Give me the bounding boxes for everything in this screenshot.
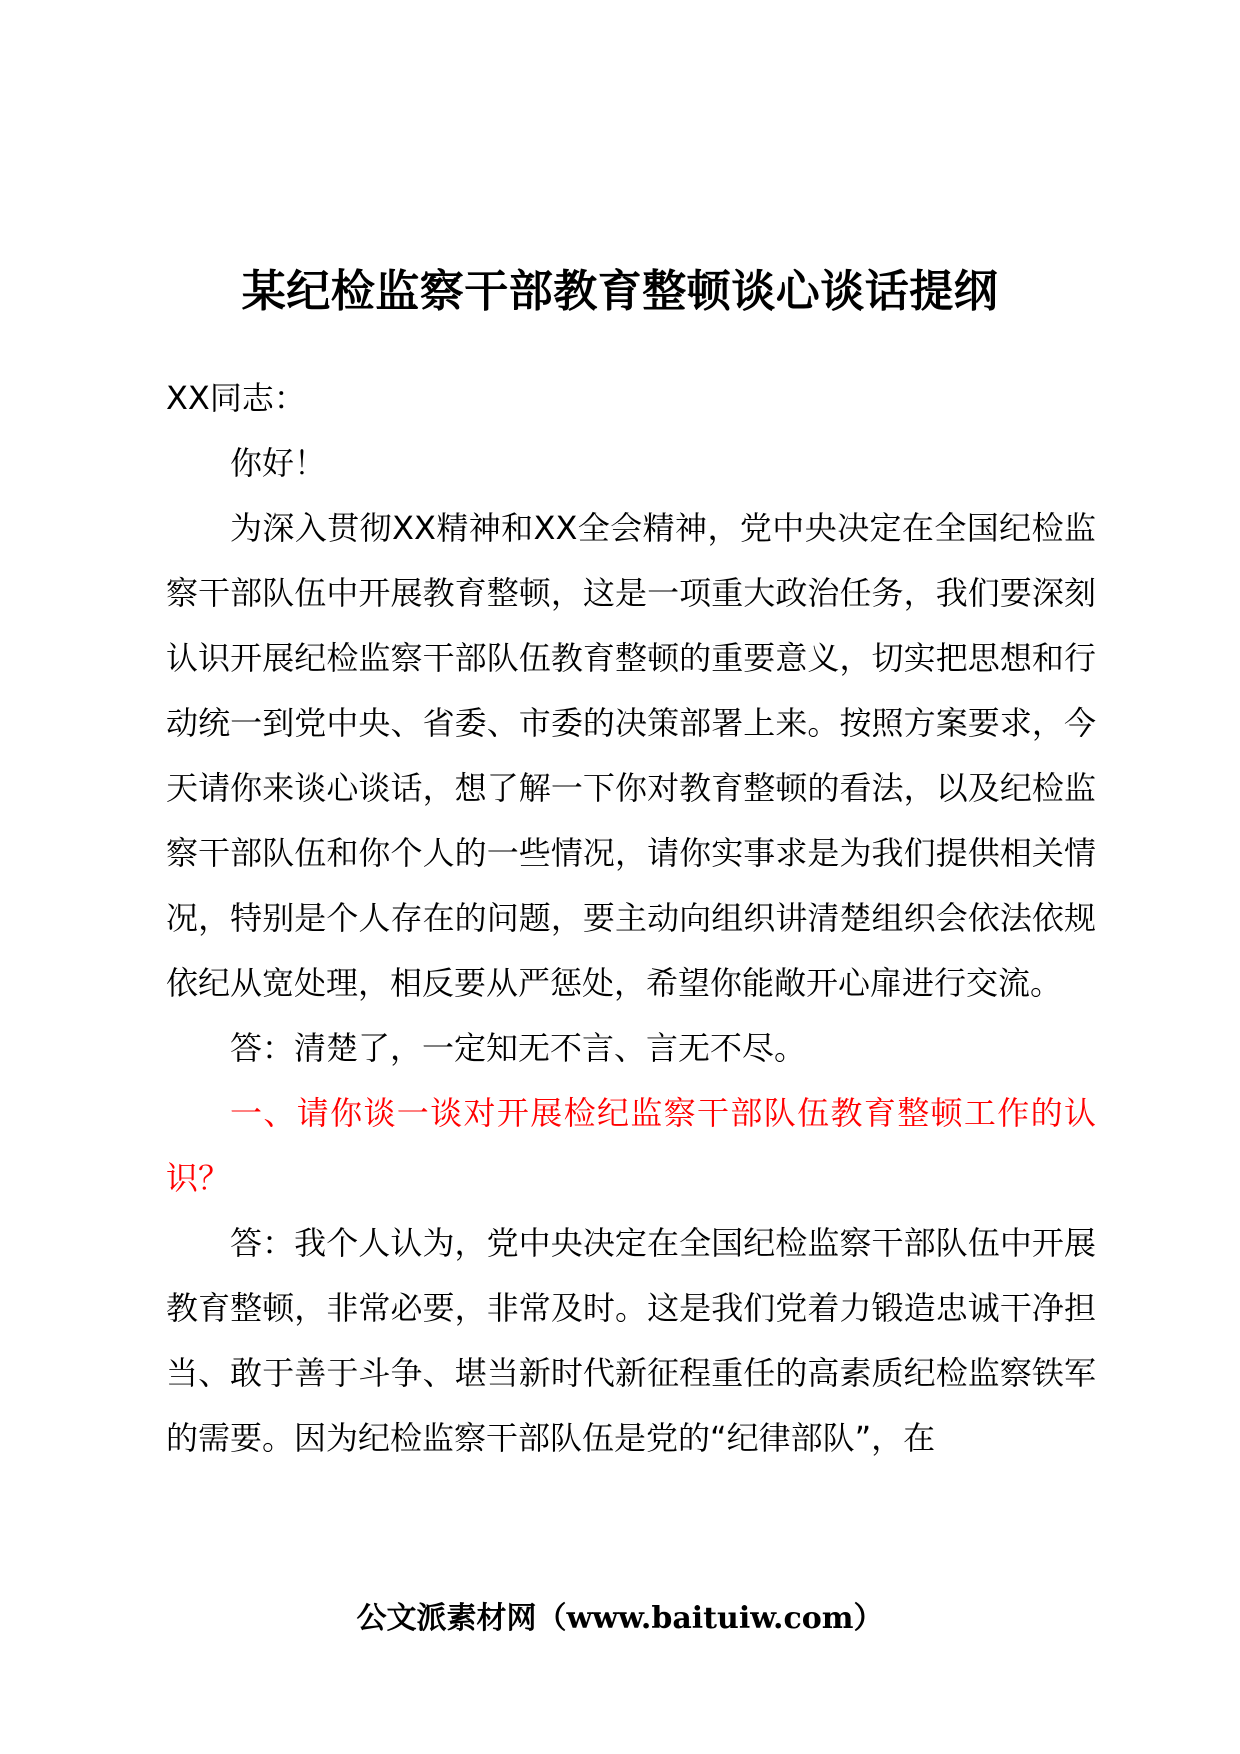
document-title: 某纪检监察干部教育整顿谈心谈话提纲 (241, 266, 999, 317)
document-body (166, 366, 1096, 1471)
footer-site-name: 公文派素材网 (356, 1601, 537, 1636)
page-footer (0, 1594, 1240, 1644)
salutation: XX同志： (166, 379, 306, 417)
greeting: 你好！ (230, 444, 327, 482)
reply-paragraph: 答：清楚了，一定知无不言、言无不尽。 (230, 1029, 807, 1067)
question-heading: 一、请你谈一谈对开展检纪监察干部队伍教育整顿工作的认识？ (166, 1094, 1096, 1197)
answer-paragraph: 答：我个人认为，党中央决定在全国纪检监察干部队伍中开展教育整顿，非常必要，非常及时。这是我们党着力锻造忠诚干净担当、敢于善于斗争、堪当新时代新征程重任的高素质纪检监察铁军的需要。因为纪检监察干部队伍是党的“纪律部队”，在 (166, 1224, 1096, 1457)
footer-url: （www.baituiw.com） (536, 1601, 884, 1636)
intro-paragraph: 为深入贯彻XX精神和XX全会精神，党中央决定在全国纪检监察干部队伍中开展教育整顿，这是一项重大政治任务，我们要深刻认识开展纪检监察干部队伍教育整顿的重要意义，切实把思想和行动统一到党中央、省委、市委的决策部署上来。按照方案要求，今天请你来谈心谈话，想了解一下你对教育整顿的看法，以及纪检监察干部队伍和你个人的一些情况，请你实事求是为我们提供相关情况，特别是个人存在的问题，要主动向组织讲清楚组织会依法依规依纪从宽处理，相反要从严惩处，希望你能敞开心扉进行交流。 (166, 509, 1096, 1002)
